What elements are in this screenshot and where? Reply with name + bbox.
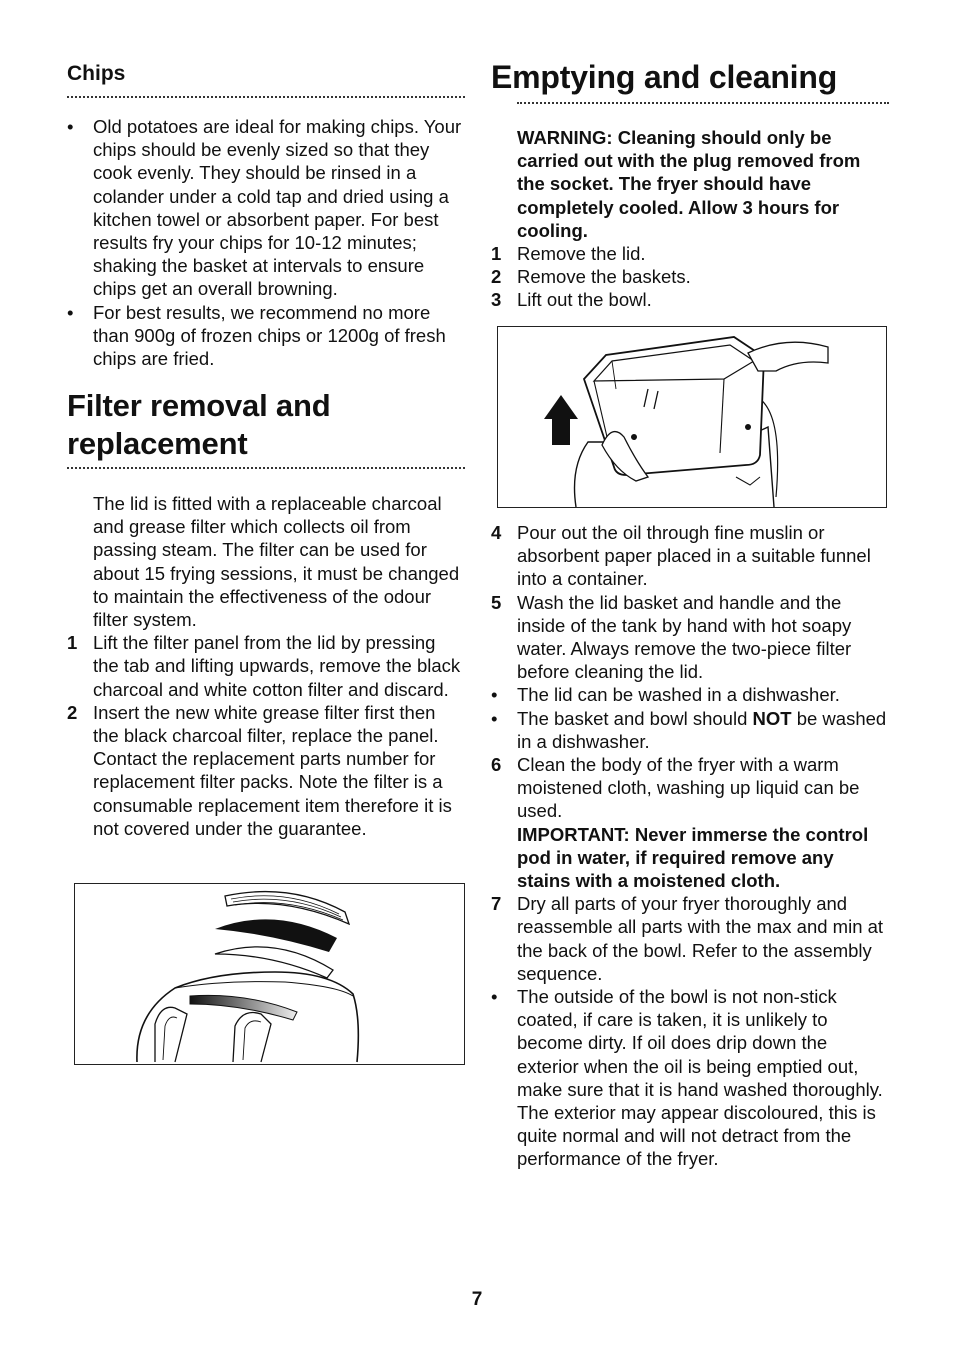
chips-divider bbox=[67, 96, 465, 98]
emptying-bullet bbox=[491, 707, 891, 753]
step-number: 5 bbox=[491, 591, 502, 613]
emptying-step bbox=[491, 242, 891, 265]
filter-intro bbox=[67, 492, 465, 631]
bullet-marker: • bbox=[491, 986, 498, 1008]
emptying-step-text: Pour out the oil through fine muslin or absorbent paper placed in a suitable funnel into a container. bbox=[517, 522, 871, 590]
emptying-body-bottom bbox=[491, 521, 891, 1171]
emptying-step bbox=[491, 753, 891, 823]
bullet-marker: • bbox=[491, 684, 498, 706]
bullet-marker: • bbox=[491, 707, 498, 729]
step-number: 4 bbox=[491, 522, 502, 543]
emptying-bullet-text: The lid can be washed in a dishwasher. bbox=[517, 684, 840, 706]
warning-text-content: WARNING: Cleaning should only be carried out with the plug removed from the socket. The fryer should have completely cooled. Allow 3 hours for cooling. bbox=[517, 127, 861, 241]
chips-bullet bbox=[67, 115, 465, 301]
emptying-bullet-text-pre: The basket and bowl should bbox=[517, 707, 748, 729]
filter-step-text: Lift the filter panel from the lid by pressing the tab and lifting upwards, remove the black charcoal and white cotton filter and discard. bbox=[93, 632, 461, 700]
step-number: 1 bbox=[67, 632, 78, 654]
emptying-step-text: Wash the lid basket and handle and the inside of the tank by hand with hot soapy water. Always remove the two-piece filter before cleaning the lid. bbox=[517, 591, 852, 683]
filter-heading bbox=[67, 387, 465, 463]
emptying-bullet bbox=[491, 683, 891, 706]
filter-illustration bbox=[74, 883, 465, 1065]
emptying-bullet bbox=[491, 985, 891, 1171]
emptying-step-text: Dry all parts of your fryer thoroughly and reassemble all parts with the max and min at the back of the bowl. Refer to the assembly sequence. bbox=[517, 893, 884, 984]
chips-list bbox=[67, 115, 465, 370]
step-number: 1 bbox=[491, 243, 502, 265]
chips-bullet-text: Old potatoes are ideal for making chips. Your chips should be evenly sized so that they cook evenly. They should be rinsed in a colander under a cold tap and dried using a kitchen towel or absorbent paper. For best results fry your chips for 10-12 minutes; shaking the basket at intervals to ensure chips get an overall browning. bbox=[93, 116, 462, 300]
emptying-body-top bbox=[491, 126, 891, 312]
filter-heading-line2: replacement bbox=[67, 426, 248, 461]
filter-assembly-icon bbox=[75, 884, 464, 1064]
step-number: 7 bbox=[491, 893, 502, 915]
emptying-step bbox=[491, 521, 891, 591]
emptying-step bbox=[491, 288, 891, 311]
emptying-step-text: Clean the body of the fryer with a warm moistened cloth, washing up liquid can be used. bbox=[517, 754, 860, 822]
lift-bowl-icon bbox=[498, 327, 886, 507]
emptying-step-text: Lift out the bowl. bbox=[517, 289, 652, 311]
emptying-bullet-text-bold: NOT bbox=[752, 707, 792, 729]
emptying-step bbox=[491, 265, 891, 288]
bullet-marker: • bbox=[67, 301, 74, 323]
emptying-step-text: Remove the baskets. bbox=[517, 266, 691, 288]
filter-step-text: Insert the new white grease filter first then the black charcoal filter, replace the panel. Contact the replacement parts number for replacement filter packs. Note the filter is a consumable replacement item therefore it is not covered under the guarantee. bbox=[93, 701, 452, 839]
warning-text bbox=[491, 126, 891, 242]
step-number: 6 bbox=[491, 754, 502, 776]
important-note-text: IMPORTANT: Never immerse the control pod in water, if required remove any stains with a moistened cloth. bbox=[517, 823, 869, 892]
chips-bullet bbox=[67, 301, 465, 371]
filter-intro-text: The lid is fitted with a replaceable charcoal and grease filter which collects oil from passing steam. The filter can be used for about 15 frying sessions, it must be changed to maintain the effectiveness of the odour filter system. bbox=[93, 493, 460, 631]
emptying-step bbox=[491, 591, 891, 684]
emptying-divider bbox=[517, 102, 889, 104]
page-number: 7 bbox=[471, 1289, 483, 1310]
filter-body bbox=[67, 492, 465, 840]
bullet-marker: • bbox=[67, 116, 74, 137]
emptying-heading: Emptying and cleaning bbox=[491, 59, 838, 95]
emptying-step bbox=[491, 892, 891, 985]
filter-divider bbox=[67, 467, 465, 469]
filter-heading-line1: Filter removal and bbox=[67, 388, 331, 423]
step-number: 2 bbox=[67, 701, 78, 723]
step-number: 3 bbox=[491, 289, 502, 311]
bowl-illustration bbox=[497, 326, 887, 508]
emptying-step-text: Remove the lid. bbox=[517, 243, 646, 265]
important-note bbox=[491, 823, 891, 893]
chips-heading: Chips bbox=[67, 62, 126, 85]
step-number: 2 bbox=[491, 266, 502, 288]
filter-step bbox=[67, 631, 465, 701]
chips-bullet-text: For best results, we recommend no more than 900g of frozen chips or 1200g of fresh chips are fried. bbox=[93, 301, 446, 370]
filter-step bbox=[67, 701, 465, 840]
emptying-bullet-text-post: be washed in a dishwasher. bbox=[517, 707, 887, 752]
emptying-bullet-text: The outside of the bowl is not non-stick coated, if care is taken, it is unlikely to become dirty. If oil does drip down the exterior when the oil is being emptied out, make sure that it is hand washed thoroughly. The exterior may appear discoloured, this is quite normal and will not detract from the performance of the fryer. bbox=[517, 986, 883, 1170]
